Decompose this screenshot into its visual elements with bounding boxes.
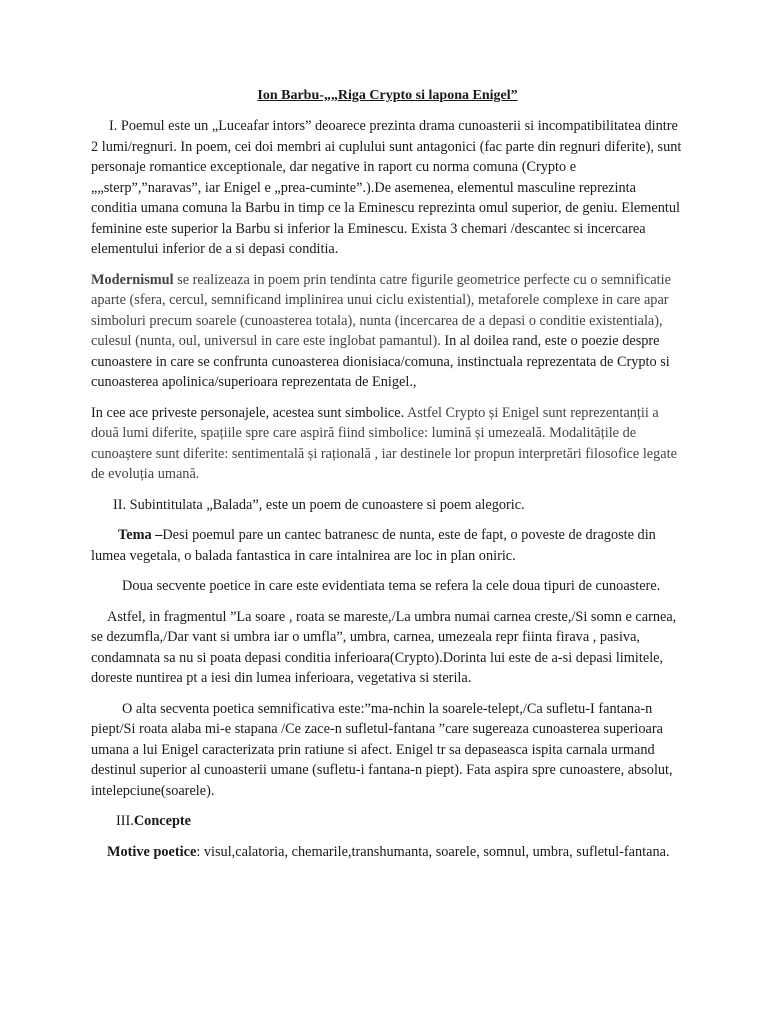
theme-text: Desi poemul pare un cantec batranesc de nunta, este de fapt, o poveste de dragoste din lumea vegetala, o balada fantastica in care intalnirea are loc in plan oniric.: [91, 527, 656, 564]
paragraph-intro-text: I. Poemul este un „Luceafar intors” deoarece prezinta drama cunoasterii si incompatibilitatea dintre 2 lumi/regnuri. In poem, cei doi membri ai cuplului sunt antagonici (fac parte din regnuri diferite), sunt personaje romantice exceptionale, dar negative in raport cu norma comuna (Crypto e „„sterp”,”naravas”, iar Enigel e „prea-cuminte”.).De asemenea, elementul masculine reprezinta conditia umana comuna la Barbu in timp ce la Eminescu reprezinta omul superior, de geniu. Elementul feminine este superior la Barbu si inferior la Eminescu. Exista 3 chemari /descantec si incercarea elementului inferior de a si depasi conditia.: [91, 118, 682, 257]
modernism-label: Modernismul: [91, 271, 174, 288]
document-title: Ion Barbu-„„Riga Crypto si lapona Enigel”: [257, 88, 518, 103]
section-concepts-heading: [91, 811, 684, 832]
modernism-text-2: In al doilea rand, este o poezie despre cunoastere in care se confrunta cunoasterea dionisiaca/comuna, instinctuala reprezentata de Crypto si cunoasterea apolinica/superioara reprezentata de Enigel.,: [91, 333, 670, 390]
paragraph-sequences: [91, 576, 684, 597]
fragment-one-text: Astfel, in fragmentul ”La soare , roata se mareste,/La umbra numai carnea creste,/Si somn e carnea, se dezumfla,/Dar vant si umbra iar o umfla”, umbra, carnea, umezeala repr fiinta firava , pasiva, condamnata sa nu si poata depasi conditia inferioara(Crypto).Dorinta lui este de a-si depasi limitele, doreste nuntirea pt a iesi din lumea inferioara, vegetativa si sterila.: [91, 608, 677, 686]
paragraph-characters: [91, 403, 684, 485]
paragraph-intro: [91, 116, 684, 260]
subtitle-text: II. Subintitulata „Balada”, este un poem de cunoastere si poem alegoric.: [113, 496, 525, 513]
characters-text-2: Astfel Crypto și Enigel sunt reprezentanții a două lumi diferite, spațiile spre care aspiră fiind simbolice: lumină și umezeală. Modalitățile de cunoaștere sunt diferite: sentimentală și rațională , iar destinele lor propun interpretări filosofice legate de evoluția umană.: [91, 404, 677, 482]
paragraph-fragment-two: [91, 699, 684, 802]
concepts-heading: Concepte: [133, 813, 192, 829]
sequences-text: Doua secvente poetice in care este evidentiata tema se refera la cele doua tipuri de cunoastere.: [122, 578, 661, 594]
motifs-text: : visul,calatoria, chemarile,transhumanta, soarele, somnul, umbra, sufletul-fantana.: [196, 843, 670, 860]
paragraph-theme: [91, 525, 684, 566]
fragment-two-text: O alta secventa poetica semnificativa este:”ma-nchin la soarele-telept,/Ca sufletu-I fantana-n piept/Si roata alaba mi-e stapana /Ce zace-n sufletul-fantana ”care sugereaza cunoasterea superioara umana a lui Enigel caracterizata prin ratiune si afect. Enigel tr sa depaseasca ispita carnala urmand destinul superior al cunoasterii umane (sufletu-i fantana-n piept). Fata aspira spre cunoastere, absolut, intelepciune(soarele).: [91, 700, 673, 799]
characters-text: In cee ace priveste personajele, acestea sunt simbolice.: [91, 404, 405, 421]
paragraph-fragment-one: [91, 607, 684, 689]
motifs-label: Motive poetice: [107, 843, 197, 860]
theme-label: Tema –: [118, 527, 163, 543]
paragraph-modernism: [91, 270, 684, 393]
paragraph-motifs: [91, 842, 684, 863]
paragraph-subtitle: [91, 495, 684, 516]
concepts-number: III.: [116, 813, 134, 829]
modernism-text: se realizeaza in poem prin tendinta catre figurile geometrice perfecte cu o semnificatie aparte (sfera, cercul, semnificand implinirea unui ciclu existential), metaforele complexe in care apar simboluri precum soarele (cunoasterea totala), nunta (incercarea de a depasi o conditie existentiala), culesul (nunta, oul, universul in care este inglobat pamantul).: [91, 271, 671, 349]
